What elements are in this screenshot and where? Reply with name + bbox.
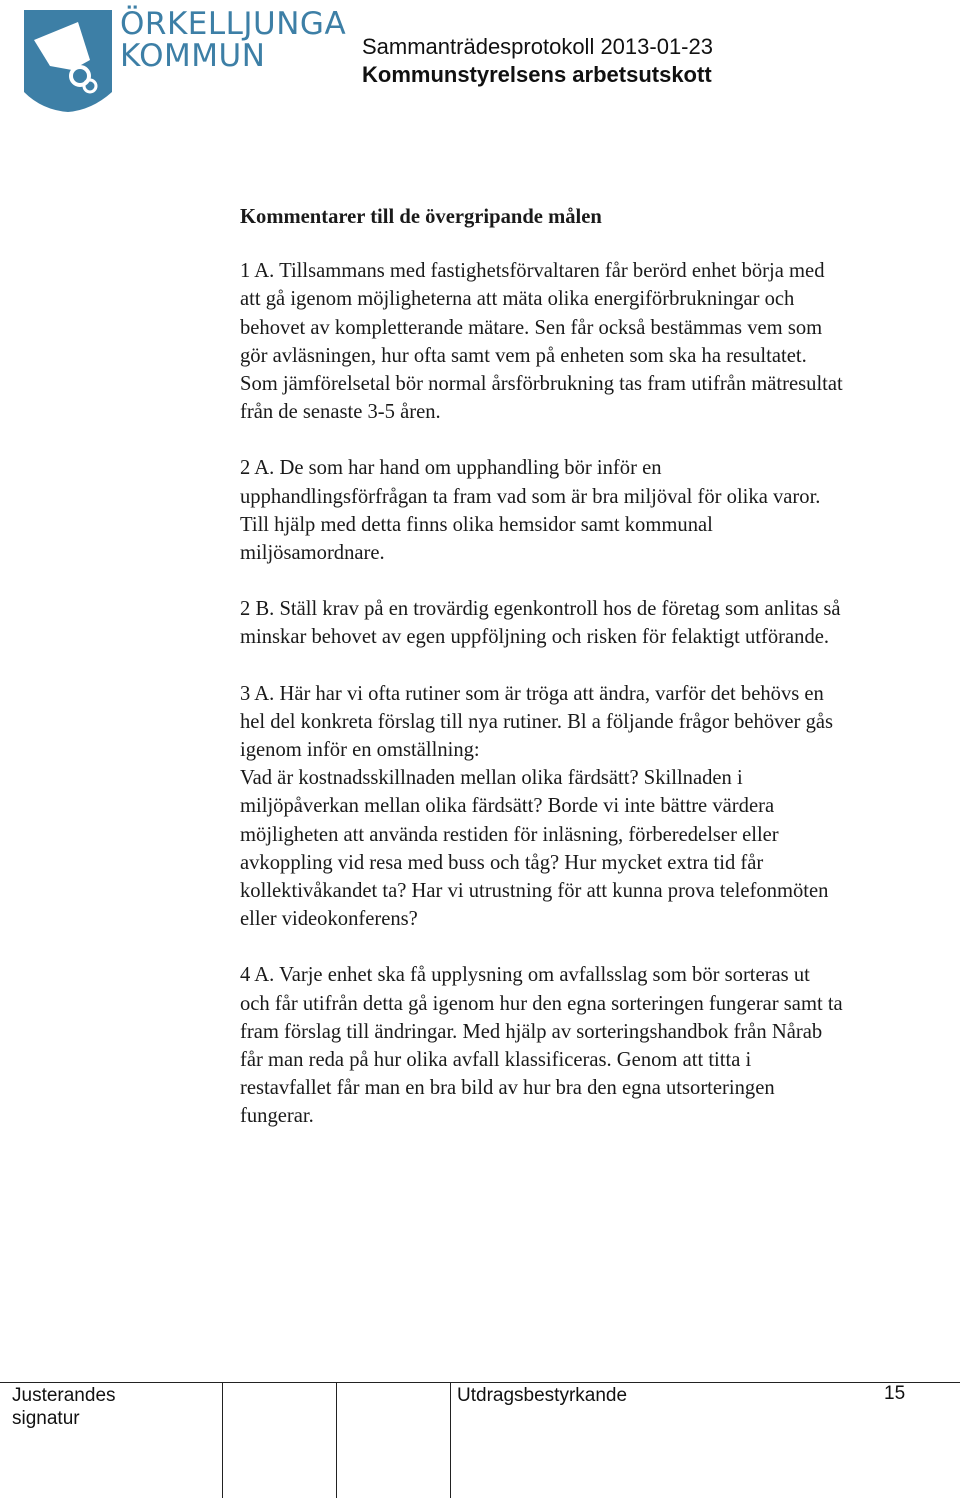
footer-column-divider (336, 1382, 337, 1498)
paragraph-line: får man reda på hur olika avfall klassificeras. Genom att titta i (240, 1049, 752, 1072)
paragraph-line: 2 B. Ställ krav på en trovärdig egenkontroll hos de företag som anlitas så (240, 598, 841, 621)
paragraph-line: avkoppling vid resa med buss och tåg? Hur mycket extra tid får (240, 851, 764, 874)
document-subtitle: Kommunstyrelsens arbetsutskott (362, 62, 712, 87)
paragraph-line: Vad är kostnadsskillnaden mellan olika färdsätt? Skillnaden i (240, 767, 743, 790)
paragraph-line: upphandlingsförfrågan ta fram vad som är bra miljöval för olika varor. (240, 485, 821, 508)
paragraph-line: och får utifrån detta gå igenom hur den egna sorteringen fungerar samt ta (240, 992, 843, 1015)
paragraph-line: från de senaste 3-5 åren. (240, 401, 441, 424)
page-number: 15 (884, 1383, 906, 1404)
paragraph-line: restavfallet får man en bra bild av hur bra den egna utsorteringen (240, 1077, 775, 1100)
paragraph-line: 2 A. De som har hand om upphandling bör inför en (240, 457, 662, 480)
paragraph (240, 961, 950, 1130)
logo-wordmark-line2: KOMMUN (120, 38, 266, 74)
paragraph-line: hel del konkreta förslag till nya rutiner. Bl a följande frågor behöver gås (240, 710, 834, 733)
paragraph (240, 257, 950, 426)
signature-label (12, 1384, 116, 1430)
logo-wordmark-line1: ÖRKELLJUNGA (120, 6, 347, 42)
paragraph-line: Som jämförelsetal bör normal årsförbrukning tas fram utifrån mätresultat (240, 373, 843, 396)
paragraph-line: fungerar. (240, 1105, 314, 1128)
paragraph-line: 4 A. Varje enhet ska få upplysning om avfallsslag som bör sorteras ut (240, 964, 810, 987)
paragraph-line: 1 A. Tillsammans med fastighetsförvaltaren får berörd enhet börja med (240, 260, 825, 283)
paragraph-line: möjligheten att använda restiden för inläsning, förberedelser eller (240, 823, 779, 846)
paragraph (240, 595, 950, 651)
document-body (240, 203, 950, 1159)
paragraph-line: kollektivåkandet ta? Har vi utrustning för att kunna prova telefonmöten (240, 880, 829, 903)
paragraph-line: gör avläsningen, hur ofta samt vem på enheten som ska ha resultatet. (240, 344, 807, 367)
signature-label-line1: Justerandes (12, 1385, 116, 1406)
paragraph-line: minskar behovet av egen uppföljning och risken för felaktigt utförande. (240, 626, 830, 649)
paragraph-line: miljösamordnare. (240, 542, 385, 565)
extract-certification-label: Utdragsbestyrkande (457, 1385, 628, 1406)
signature-label-line2: signatur (12, 1408, 80, 1429)
document-title: Sammanträdesprotokoll 2013-01-23 (362, 34, 713, 59)
footer-column-divider (450, 1382, 451, 1498)
paragraph-line: behovet av kompletterande mätare. Sen får också bestämmas vem som (240, 316, 823, 339)
footer-divider (0, 1382, 960, 1383)
paragraph (240, 680, 950, 934)
paragraph-line: eller videokonferens? (240, 908, 418, 931)
paragraph-line: igenom inför en omställning: (240, 739, 480, 762)
paragraph-line: Till hjälp med detta finns olika hemsidor samt kommunal (240, 513, 713, 536)
paragraph (240, 454, 950, 567)
paragraph-line: att gå igenom möjligheterna att mäta olika energiförbrukningar och (240, 288, 795, 311)
paragraph-line: miljöpåverkan mellan olika färdsätt? Borde vi inte bättre värdera (240, 795, 775, 818)
footer-column-divider (222, 1382, 223, 1498)
paragraph-line: fram förslag till ändringar. Med hjälp av sorteringshandbok från Nårab (240, 1020, 823, 1043)
paragraph-list (240, 257, 950, 1130)
paragraph-line: 3 A. Här har vi ofta rutiner som är tröga att ändra, varför det behövs en (240, 682, 824, 705)
municipality-logo-icon (20, 6, 116, 114)
section-heading: Kommentarer till de övergripande målen (240, 206, 602, 228)
